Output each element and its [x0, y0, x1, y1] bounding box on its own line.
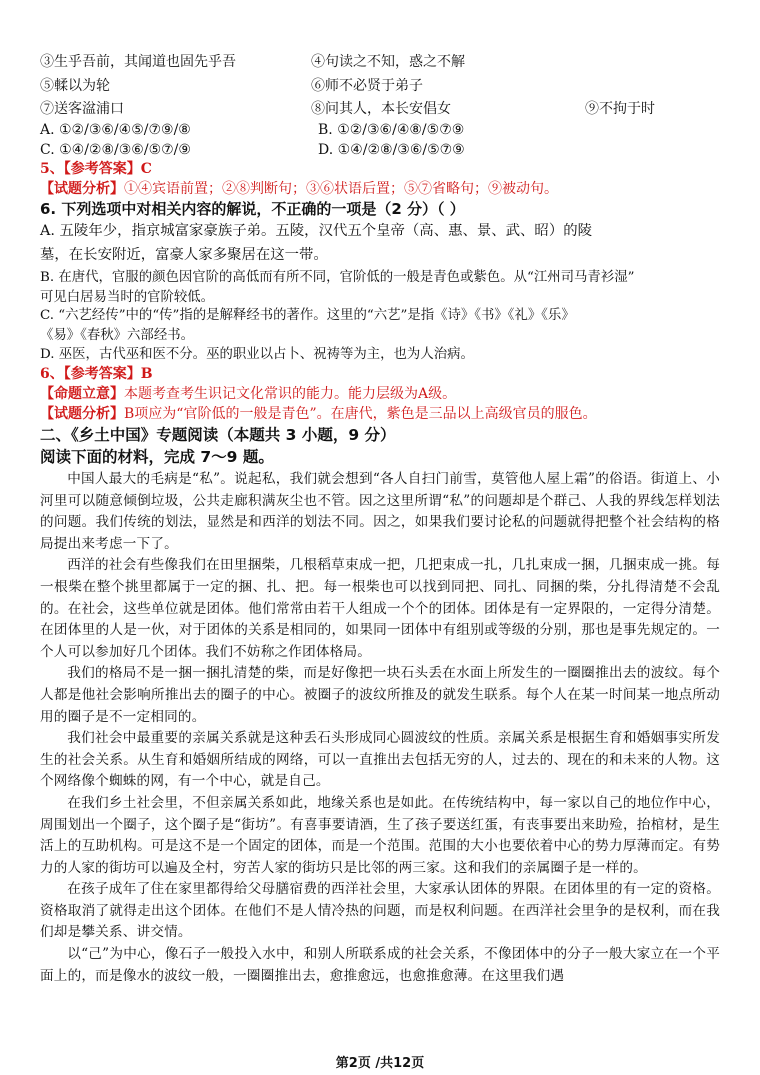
- q6-stem: 6. 下列选项中对相关内容的解说，不正确的一项是（2 分）（ ）: [40, 200, 465, 218]
- section-title: 二、《乡土中国》专题阅读（本题共 3 小题，9 分）: [40, 426, 396, 444]
- q5-answer-value: C: [140, 161, 152, 177]
- page-footer: 第2页 /共12页: [335, 1056, 425, 1071]
- q5-analysis-text: ①④宾语前置；②⑧判断句；③⑥状语后置；⑤⑦省略句；⑨被动句。: [124, 181, 558, 197]
- q5-answer-num: 5、: [40, 161, 64, 177]
- q6-analysis-text: B项应为“官阶低的一般是青色”。在唐代，紫色是三品以上高级官员的服色。: [124, 406, 597, 422]
- q6-option-b-line2: 可见白居易当时的官阶较低。: [40, 290, 215, 305]
- q6-analysis-label: 【试题分析】: [40, 406, 124, 422]
- section-instruction: 阅读下面的材料，完成 7～9 题。: [40, 448, 274, 466]
- passage-paragraph: 在我们乡土社会里，不但亲属关系如此，地缘关系也是如此。在传统结构中，每一家以自己的地位作中心，周围划出一个圈子，这个圈子是“街坊”。有喜事要请酒，生了孩子要送红蛋，有丧事要出来助殓，抬棺材，是生活上的互助机构。可是这不是一个固定的团体，而是一个范围。范围的大小也要依着中心的势力厚薄而定。有势力的人家的街坊可以遍及全村，穷苦人家的街坊只是比邻的两三家。这和我们的亲属圈子是一样的。: [40, 794, 720, 876]
- passage-paragraph: 在孩子成年了住在家里都得给父母膳宿费的西洋社会里，大家承认团体的界限。在团体里的有一定的资格。资格取消了就得走出这个团体。在他们不是人情冷热的问题，而是权利问题。在西洋社会里争的是权利，而在我们却是攀关系、讲交情。: [40, 881, 720, 941]
- q5-analysis: [40, 179, 558, 199]
- item-7: ⑦送客湓浦口: [40, 101, 124, 117]
- q6-option-c-line2: 《易》《春秋》六部经书。: [40, 328, 194, 343]
- q6-option-a-line1: A. 五陵年少，指京城富家豪族子弟。五陵，汉代五个皇帝（高、惠、景、武、昭）的陵: [40, 223, 592, 239]
- passage-paragraph: 以“己”为中心，像石子一般投入水中，和别人所联系成的社会关系，不像团体中的分子一般大家立在一个平面上的，而是像水的波纹一般，一圈圈推出去，愈推愈远，也愈推愈薄。在这里我们遇: [40, 946, 720, 984]
- q5-option-c: C. ①④/②⑧/③⑥/⑤⑦/⑨: [40, 142, 191, 158]
- q6-option-c-line1: C. “六艺经传”中的“传”指的是解释经书的著作。这里的“六艺”是指《诗》《书》《礼》《乐》: [40, 308, 575, 323]
- reading-passage: [40, 469, 720, 987]
- q6-analysis: [40, 404, 597, 424]
- q5-answer: [40, 159, 152, 179]
- q6-option-b-line1: B. 在唐代，官服的颜色因官阶的高低而有所不同，官阶低的一般是青色或紫色。从“江州司马青衫湿”: [40, 270, 635, 285]
- q6-answer-label: 【参考答案】: [63, 366, 141, 382]
- item-3: ③生乎吾前，其闻道也固先乎吾: [40, 54, 236, 70]
- item-8: ⑧问其人，本长安倡女: [311, 101, 451, 117]
- passage-paragraph: 我们社会中最重要的亲属关系就是这种丢石头形成同心圆波纹的性质。亲属关系是根据生育和婚姻事实所发生的社会关系。从生育和婚姻所结成的网络，可以一直推出去包括无穷的人，过去的、现在的和未来的人物。这个网络像个蜘蛛的网，有一个中心，就是自己。: [40, 730, 720, 790]
- q6-answer-value: B: [140, 366, 153, 382]
- item-9: ⑨不拘于时: [585, 101, 655, 117]
- q5-option-d: D. ①④/②⑧/③⑥/⑤⑦⑨: [318, 142, 465, 158]
- passage-paragraph: 中国人最大的毛病是“私”。说起私，我们就会想到“各人自扫门前雪，莫管他人屋上霜”的俗语。街道上、小河里可以随意倾倒垃圾，公共走廊积满灰尘也不管。因之这里所谓“私”的问题却是个群己、人我的界线怎样划法的问题。我们传统的划法，显然是和西洋的划法不同。因之，如果我们要讨论私的问题就得把整个社会结构的格局提出来考虑一下了。: [40, 471, 720, 552]
- item-6: ⑥师不必贤于弟子: [311, 78, 423, 94]
- q6-intent: [40, 384, 456, 404]
- passage-paragraph: 我们的格局不是一捆一捆扎清楚的柴，而是好像把一块石头丢在水面上所发生的一圈圈推出去的波纹。每个人都是他社会影响所推出去的圈子的中心。被圈子的波纹所推及的就发生联系。每个人在某一时间某一地点所动用的圈子是不一定相同的。: [40, 665, 720, 725]
- q6-answer: [40, 364, 153, 384]
- q5-option-a: A. ①②/③⑥/④⑤/⑦⑨/⑧: [40, 122, 191, 138]
- q5-answer-label: 【参考答案】: [63, 161, 141, 177]
- q5-option-b: B. ①②/③⑥/④⑧/⑤⑦⑨: [318, 122, 465, 138]
- q5-analysis-label: 【试题分析】: [40, 181, 124, 197]
- item-5: ⑤輮以为轮: [40, 78, 110, 94]
- q6-answer-num: 6、: [40, 366, 64, 382]
- q6-option-d: D. 巫医，古代巫和医不分。巫的职业以占卜、祝祷等为主，也为人治病。: [40, 347, 474, 362]
- passage-paragraph: 西洋的社会有些像我们在田里捆柴，几根稻草束成一把，几把束成一扎，几扎束成一捆，几捆束成一挑。每一根柴在整个挑里都属于一定的捆、扎、把。每一根柴也可以找到同把、同扎、同捆的柴，分扎得清楚不会乱的。在社会，这些单位就是团体。他们常常由若干人组成一个个的团体。团体是有一定界限的，一定得分清楚。在团体里的人是一伙，对于团体的关系是相同的，如果同一团体中有组别或等级的分别，那也是事先规定的。一个人可以参加好几个团体。我们不妨称之作团体格局。: [40, 557, 720, 660]
- q6-option-a-line2: 墓，在长安附近，富豪人家多聚居在这一带。: [40, 247, 328, 263]
- q6-intent-text: 本题考查考生识记文化常识的能力。能力层级为A级。: [124, 386, 457, 402]
- q6-intent-label: 【命题立意】: [40, 386, 124, 402]
- item-4: ④句读之不知，惑之不解: [311, 54, 465, 70]
